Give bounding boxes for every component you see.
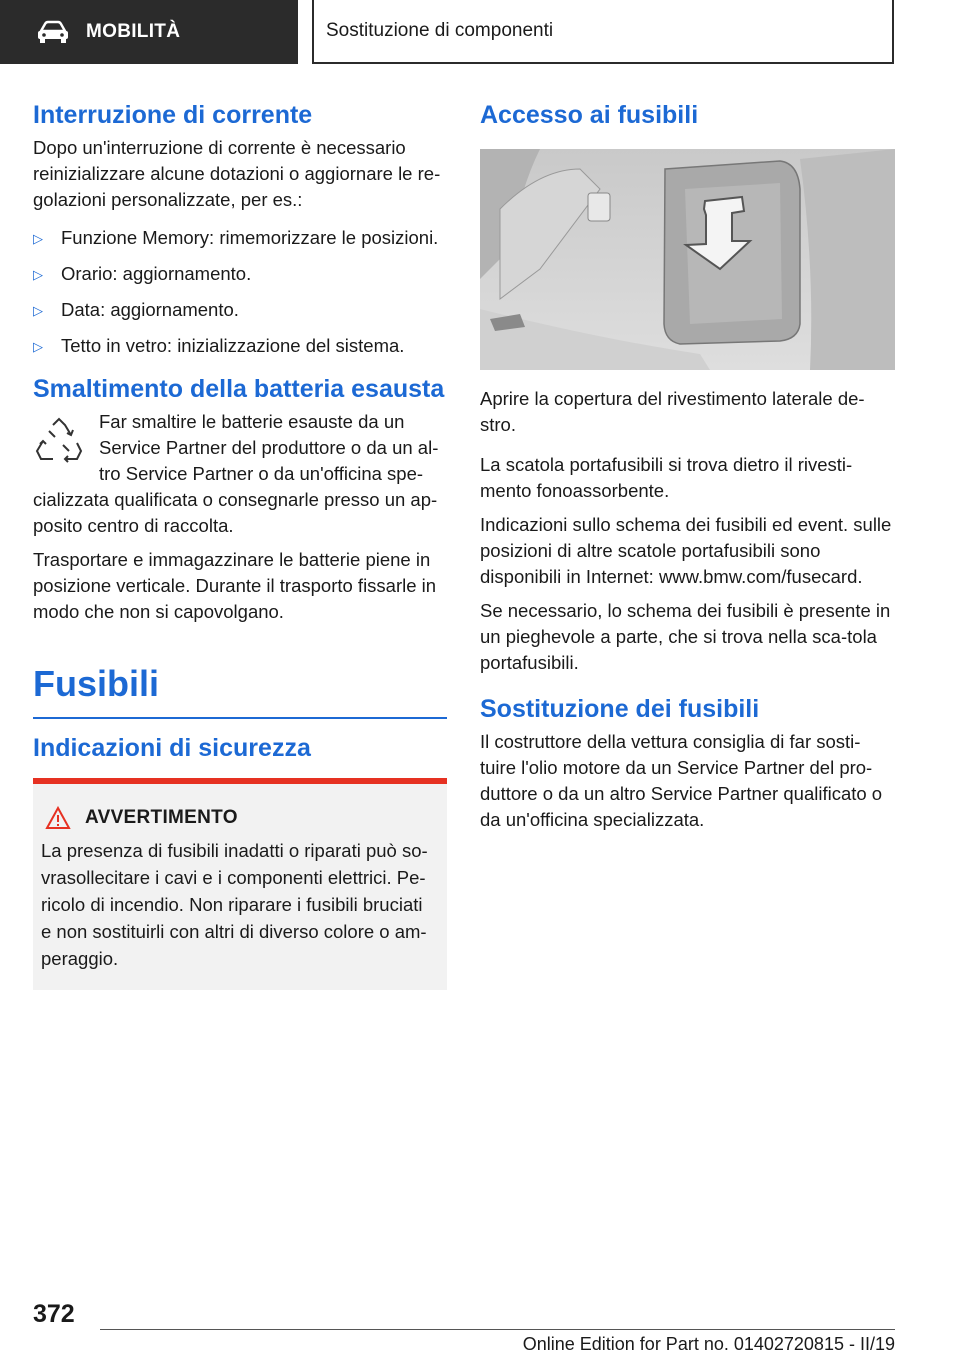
- accesso-text-3: Se necessario, lo schema dei fusibili è presente in un pieghevole a parte, che si trova nella sca-tola portafusibili.: [480, 600, 891, 673]
- heading-sicurezza: Indicazioni di sicurezza: [33, 734, 311, 762]
- right-column: [480, 100, 895, 841]
- accesso-text-2: Indicazioni sullo schema dei fusibili ed event. sulle posizioni di altre scatole portafusibili sono disponibili in Internet: www.bmw.com/fusecard.: [480, 514, 892, 587]
- warning-header: [41, 804, 433, 831]
- heading-smaltimento: Smaltimento della batteria esausta: [33, 375, 445, 403]
- heading-accesso: Accesso ai fusibili: [480, 101, 699, 129]
- section-label: MOBILITÀ: [86, 21, 181, 42]
- warning-title: AVVERTIMENTO: [85, 807, 238, 828]
- list-item: ▷ Tetto in vetro: inizializzazione del sistema.: [33, 333, 447, 360]
- list-item: ▷ Data: aggiornamento.: [33, 297, 447, 324]
- smaltimento-text-2: Trasportare e immagazzinare le batterie piene in posizione verticale. Durante il trasporto fissarle in modo che non si capovolgano.: [33, 549, 437, 622]
- chapter-title-fusibili: Fusibili: [33, 663, 447, 719]
- sostituzione-text: Il costruttore della vettura consiglia di far sosti-tuire l'olio motore da un Service Partner del pro-duttore o da un altro Service Partner qualificato o da un'officina specializzata.: [480, 731, 883, 830]
- car-icon: [36, 20, 70, 44]
- fuse-access-illustration: [480, 149, 895, 370]
- triangle-bullet-icon: ▷: [33, 231, 43, 246]
- footer-divider: [100, 1329, 895, 1330]
- accesso-text-1: La scatola portafusibili si trova dietro il rivesti-mento fonoassorbente.: [480, 454, 853, 501]
- recycle-icon: [33, 415, 85, 467]
- list-item: ▷ Funzione Memory: rimemorizzare le posizioni.: [33, 225, 447, 252]
- section-tab: [0, 0, 298, 64]
- accesso-caption: Aprire la copertura del rivestimento laterale de-stro.: [480, 388, 865, 435]
- smaltimento-text-1: Far smaltire le batterie esauste da un Service Partner del produttore o da un al-tro Service Partner o da un'officina spe-cializzata qualificata o consegnarle presso un ap-posito centro di raccolta.: [33, 411, 439, 536]
- page-header-title: Sostituzione di componenti: [312, 0, 894, 64]
- heading-interruzione: Interruzione di corrente: [33, 101, 313, 129]
- warning-box: [33, 778, 447, 990]
- list-item: ▷ Orario: aggiornamento.: [33, 261, 447, 288]
- page-number: 372: [33, 1300, 75, 1328]
- triangle-bullet-icon: ▷: [33, 339, 43, 354]
- triangle-bullet-icon: ▷: [33, 303, 43, 318]
- warning-triangle-icon: [45, 806, 71, 830]
- triangle-bullet-icon: ▷: [33, 267, 43, 282]
- recycle-paragraph: [33, 409, 447, 539]
- interruzione-list: [33, 225, 447, 360]
- left-column: [33, 100, 447, 990]
- warning-text: La presenza di fusibili inadatti o riparati può so-vrasollecitare i cavi e i componenti elettrici. Pe-ricolo di incendio. Non riparare i fusibili bruciati e non sostituirli con altri di diverso colore o am-peraggio.: [41, 840, 428, 969]
- heading-sostituzione: Sostituzione dei fusibili: [480, 695, 760, 723]
- footer-edition: Online Edition for Part no. 01402720815 - II/19: [522, 1334, 895, 1354]
- interruzione-intro: Dopo un'interruzione di corrente è necessario reinizializzare alcune dotazioni o aggiornare le re-golazioni personalizzate, per es.:: [33, 137, 441, 210]
